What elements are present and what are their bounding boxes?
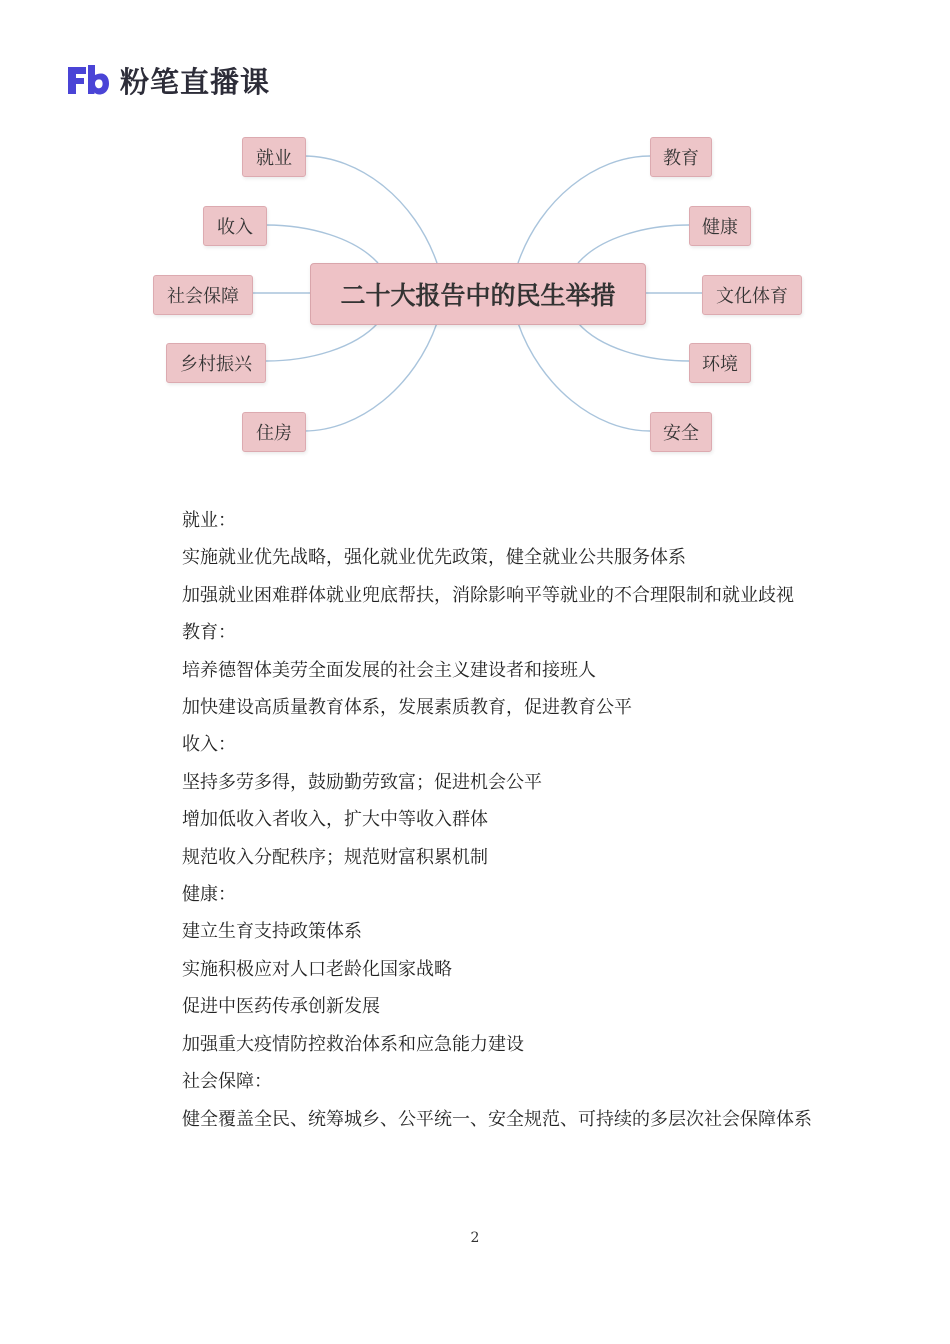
node-health: 健康 [689, 206, 751, 246]
node-education: 教育 [650, 137, 712, 177]
mind-map [0, 120, 950, 480]
section-heading: 收入： [182, 734, 236, 756]
body-line: 坚持多劳多得，鼓励勤劳致富；促进机会公平 [182, 771, 542, 793]
fb-logo-icon [66, 63, 110, 97]
brand-logo [66, 60, 270, 100]
body-line: 促进中医药传承创新发展 [182, 996, 380, 1018]
node-rural-revitalization: 乡村振兴 [166, 343, 266, 383]
body-line: 实施积极应对人口老龄化国家战略 [182, 958, 452, 980]
body-line: 健全覆盖全民、统筹城乡、公平统一、安全规范、可持续的多层次社会保障体系 [182, 1108, 812, 1130]
node-environment: 环境 [689, 343, 751, 383]
body-line: 规范收入分配秩序；规范财富积累机制 [182, 846, 488, 868]
mind-map-center-node: 二十大报告中的民生举措 [310, 263, 646, 325]
body-line: 建立生育支持政策体系 [182, 921, 362, 943]
body-line: 培养德智体美劳全面发展的社会主义建设者和接班人 [182, 659, 596, 681]
section-heading: 健康： [182, 884, 236, 906]
section-heading: 社会保障： [182, 1071, 272, 1093]
document-body [145, 502, 815, 1138]
section-heading: 就业： [182, 510, 236, 531]
body-line: 增加低收入者收入，扩大中等收入群体 [182, 809, 488, 831]
node-employment: 就业 [242, 137, 306, 177]
node-safety: 安全 [650, 412, 712, 452]
body-line: 加快建设高质量教育体系，发展素质教育，促进教育公平 [182, 697, 632, 719]
page-number: 2 [470, 1230, 480, 1246]
body-line: 加强重大疫情防控救治体系和应急能力建设 [182, 1033, 524, 1055]
node-housing: 住房 [242, 412, 306, 452]
node-social-security: 社会保障 [153, 275, 253, 315]
brand-name: 粉笔直播课 [120, 64, 271, 99]
section-heading: 教育： [182, 622, 236, 644]
body-line: 实施就业优先战略，强化就业优先政策，健全就业公共服务体系 [182, 547, 686, 569]
node-culture-sports: 文化体育 [702, 275, 802, 315]
node-income: 收入 [203, 206, 267, 246]
body-line: 加强就业困难群体就业兜底帮扶，消除影响平等就业的不合理限制和就业歧视 [182, 584, 794, 606]
